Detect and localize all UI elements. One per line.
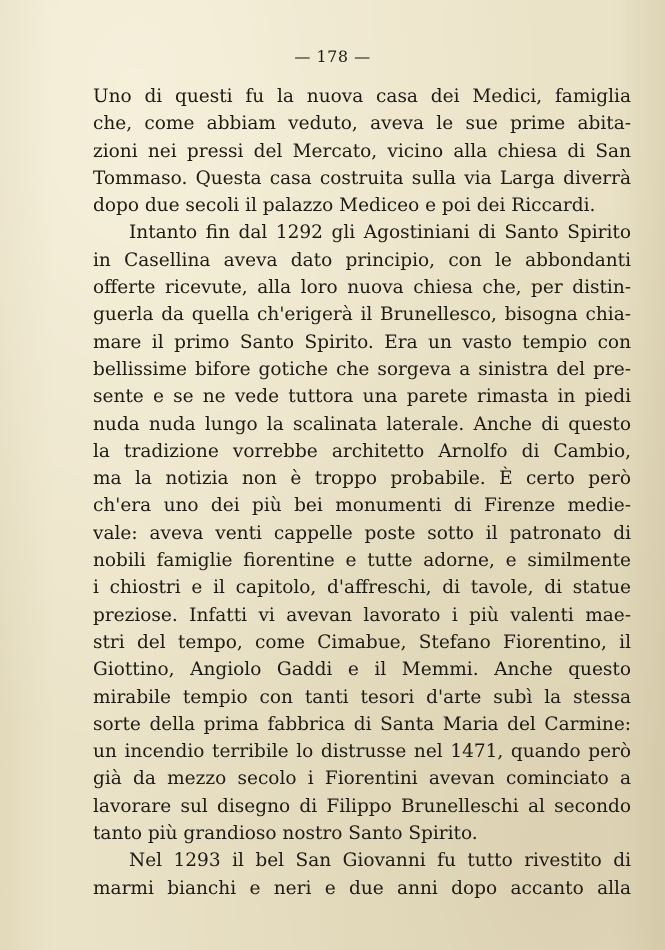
text-line: lavorare sul disegno di Filippo Brunelleschi al secondo — [93, 795, 631, 817]
text-line: ma la notizia non è troppo probabile. È certo però — [93, 468, 631, 490]
text-line: Intanto fin dal 1292 gli Agostiniani di Santo Spirito — [129, 222, 631, 244]
text-line: stri del tempo, come Cimabue, Stefano Fiorentino, il — [93, 631, 631, 653]
text-line: Nel 1293 il bel San Giovanni fu tutto rivestito di — [129, 850, 631, 872]
text-line: sente e se ne vede tuttora una parete rimasta in piedi — [93, 386, 631, 408]
text-line: la tradizione vorrebbe architetto Arnolfo di Cambio, — [93, 440, 631, 462]
body-text — [93, 83, 631, 902]
text-line: mirabile tempio con tanti tesori d'arte subì la stessa — [93, 686, 631, 708]
text-line: nobili famiglie fiorentine e tutte adorne, e similmente — [93, 550, 631, 572]
text-line: mare il primo Santo Spirito. Era un vasto tempio con — [93, 331, 631, 353]
text-line: un incendio terribile lo distrusse nel 1471, quando però — [93, 741, 631, 763]
text-line: dopo due secoli il palazzo Mediceo e poi dei Riccardi. — [93, 195, 596, 217]
text-line: Uno di questi fu la nuova casa dei Medici, famiglia — [93, 86, 631, 107]
text-line: guerla da quella ch'erigerà il Brunellesco, bisogna chia- — [93, 304, 631, 326]
text-line: vale: aveva venti cappelle poste sotto il patronato di — [93, 522, 631, 544]
text-line: bellissime bifore gotiche che sorgeva a sinistra del pre- — [93, 358, 631, 380]
text-line: marmi bianchi e neri e due anni dopo accanto alla — [93, 877, 631, 899]
text-line: i chiostri e il capitolo, d'affreschi, di tavole, di statue — [93, 577, 631, 599]
text-line: che, come abbiam veduto, aveva le sue prime abita- — [93, 113, 631, 135]
text-line: preziose. Infatti vi avevan lavorato i più valenti mae- — [93, 604, 631, 626]
text-line: Giottino, Angiolo Gaddi e il Memmi. Anche questo — [93, 659, 631, 681]
text-line: ch'era uno dei più bei monumenti di Firenze medie- — [93, 495, 631, 517]
text-line: in Casellina aveva dato principio, con le abbondanti — [93, 249, 631, 271]
text-line: già da mezzo secolo i Fiorentini avevan cominciato a — [93, 768, 631, 790]
text-line: Tommaso. Questa casa costruita sulla via Larga diverrà — [93, 167, 631, 189]
text-line: zioni nei pressi del Mercato, vicino alla chiesa di San — [93, 140, 631, 162]
text-line: offerte ricevute, alla loro nuova chiesa che, per distin- — [93, 277, 631, 299]
text-line: sorte della prima fabbrica di Santa Maria del Carmine: — [93, 713, 631, 735]
text-line: tanto più grandioso nostro Santo Spirito. — [93, 823, 478, 845]
page-number: — 178 — — [294, 47, 371, 66]
text-line: nuda nuda lungo la scalinata laterale. Anche di questo — [93, 413, 631, 435]
